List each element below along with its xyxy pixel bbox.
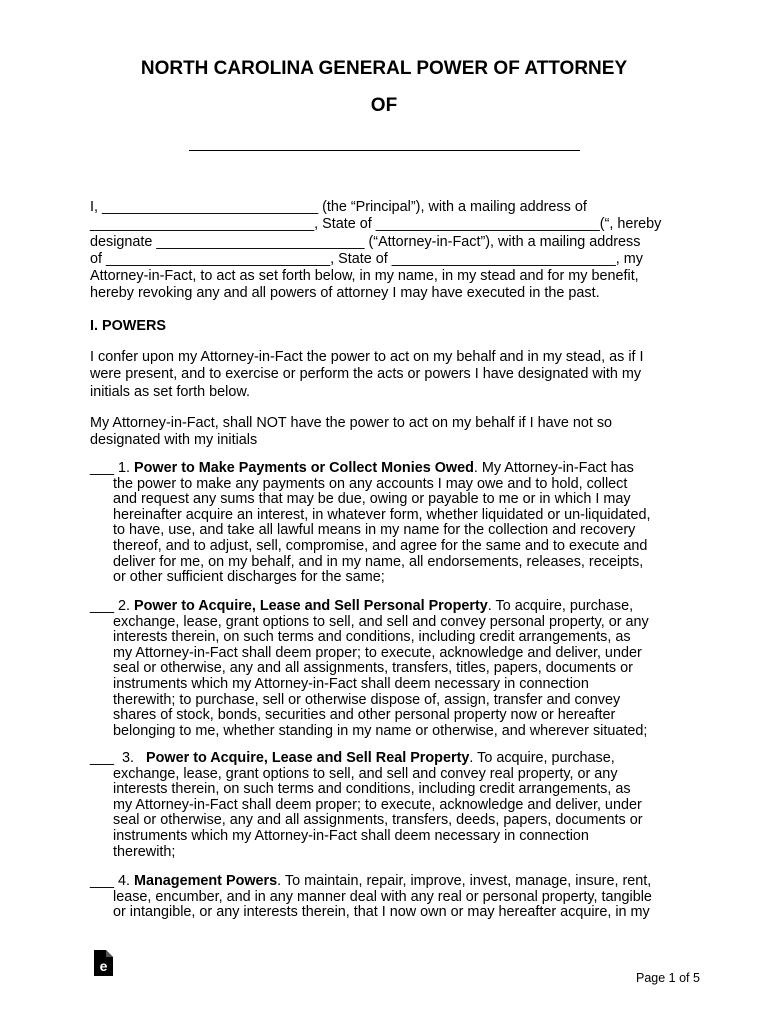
item-line: belonging to me, whether standing in my name or otherwise, and wherever situated; [113,722,648,739]
intro-line: Attorney-in-Fact, to act as set forth below, in my name, in my stead and for my benefit, [90,268,639,285]
item-heading: Power to Make Payments or Collect Monies Owed [134,460,474,476]
principal-name-blank-line [189,150,580,151]
intro-line: designate __________________________ (“Attorney-in-Fact”), with a mailing address [90,233,641,250]
item-number: 4. [114,873,135,889]
item-line: to have, use, and take all lawful means in my name for the collection and recovery [113,522,636,539]
item-line: and request any sums that may be due, owing or payable to me or in which I may [113,491,631,508]
not-power-paragraph [90,415,690,450]
confer-line: I confer upon my Attorney-in-Fact the power to act on my behalf and in my stead, as if I [90,349,644,365]
item-text: . My Attorney-in-Fact has [473,460,634,476]
item-line: shares of stock, bonds, securities and other personal property now or hereafter [113,707,616,724]
item-line: thereof, and to adjust, sell, compromise, and agree for the same and to execute and [113,537,648,554]
item-heading: Power to Acquire, Lease and Sell Personal Property [134,598,488,614]
item-line: instruments which my Attorney-in-Fact shall deem necessary in connection [113,675,589,692]
item-line: hereinafter acquire an interest, in whatever form, whether liquidated or un-liquidated, [113,506,651,523]
power-item-3 [90,751,690,860]
item-text: . To maintain, repair, improve, invest, manage, insure, rent, [277,873,652,889]
item-text: . To acquire, purchase, [487,598,634,614]
section-heading: I. POWERS [90,318,166,334]
item-heading: Power to Acquire, Lease and Sell Real Property [146,750,470,766]
item-line: lease, encumber, and in any manner deal with any real or personal property, tangible [113,888,652,905]
item-line: exchange, lease, grant options to sell, and sell and convey personal property, or any [113,613,649,630]
intro-line: I, ___________________________ (the “Principal”), with a mailing address of [90,199,587,215]
intro-line: ____________________________, State of ____________________________(“, hereby [90,216,662,233]
item-line: the power to make any payments on any accounts I may owe and to hold, collect [113,475,628,492]
initials-blank[interactable]: ___ [90,460,115,476]
power-item-4 [90,874,690,921]
eforms-logo-icon [91,949,115,977]
item-line: my Attorney-in-Fact shall deem proper; to execute, acknowledge and deliver, under [113,796,642,813]
intro-line: of ____________________________, State of ____________________________, my [90,250,643,267]
initials-blank[interactable]: ___ [90,873,115,889]
power-item-1 [90,461,690,586]
item-number: 3. [114,750,147,766]
not-power-line: designated with my initials [90,432,258,449]
item-text: . To acquire, purchase, [469,750,615,766]
item-heading: Management Powers [134,873,278,889]
item-line: interests therein, on such terms and conditions, including credit arrangements, as [113,781,631,798]
item-line: or intangible, or any interests therein, that I now own or may hereafter acquire, in my [113,904,650,921]
not-power-line: My Attorney-in-Fact, shall NOT have the power to act on my behalf if I have not so [90,415,613,431]
confer-line: initials as set forth below. [90,383,250,400]
confer-line: were present, and to exercise or perform the acts or powers I have designated with my [90,366,642,383]
page-number: Page 1 of 5 [636,971,700,985]
item-number: 1. [114,460,135,476]
item-line: seal or otherwise, any and all assignments, transfers, deeds, papers, documents or [113,812,643,829]
item-line: therewith; to purchase, sell or otherwise dispose of, assign, transfer and convey [113,691,621,708]
power-item-first-line [90,874,690,890]
initials-blank[interactable]: ___ [90,750,115,766]
power-item-first-line [90,599,690,615]
item-line: seal or otherwise, any and all assignments, transfers, titles, papers, documents or [113,660,633,677]
power-item-first-line [90,751,690,767]
item-line: therewith; [113,843,176,860]
item-line: my Attorney-in-Fact shall deem proper; to execute, acknowledge and deliver, under [113,644,642,661]
item-line: exchange, lease, grant options to sell, and sell and convey real property, or any [113,765,618,782]
power-item-2 [90,599,690,739]
confer-paragraph [90,349,690,401]
item-line: instruments which my Attorney-in-Fact shall deem necessary in connection [113,827,589,844]
power-item-first-line [90,461,690,477]
document-title: NORTH CAROLINA GENERAL POWER OF ATTORNEY [140,58,628,79]
item-line: interests therein, on such terms and conditions, including credit arrangements, as [113,629,631,646]
item-line: or other sufficient discharges for the same; [113,569,385,586]
document-title-of: OF [370,95,398,116]
intro-line: hereby revoking any and all powers of attorney I may have executed in the past. [90,285,600,302]
initials-blank[interactable]: ___ [90,598,115,614]
svg-text:e: e [99,958,108,974]
item-number: 2. [114,598,135,614]
item-line: deliver for me, on my behalf, and in my name, all endorsements, releases, receipts, [113,553,644,570]
intro-paragraph [90,199,690,303]
